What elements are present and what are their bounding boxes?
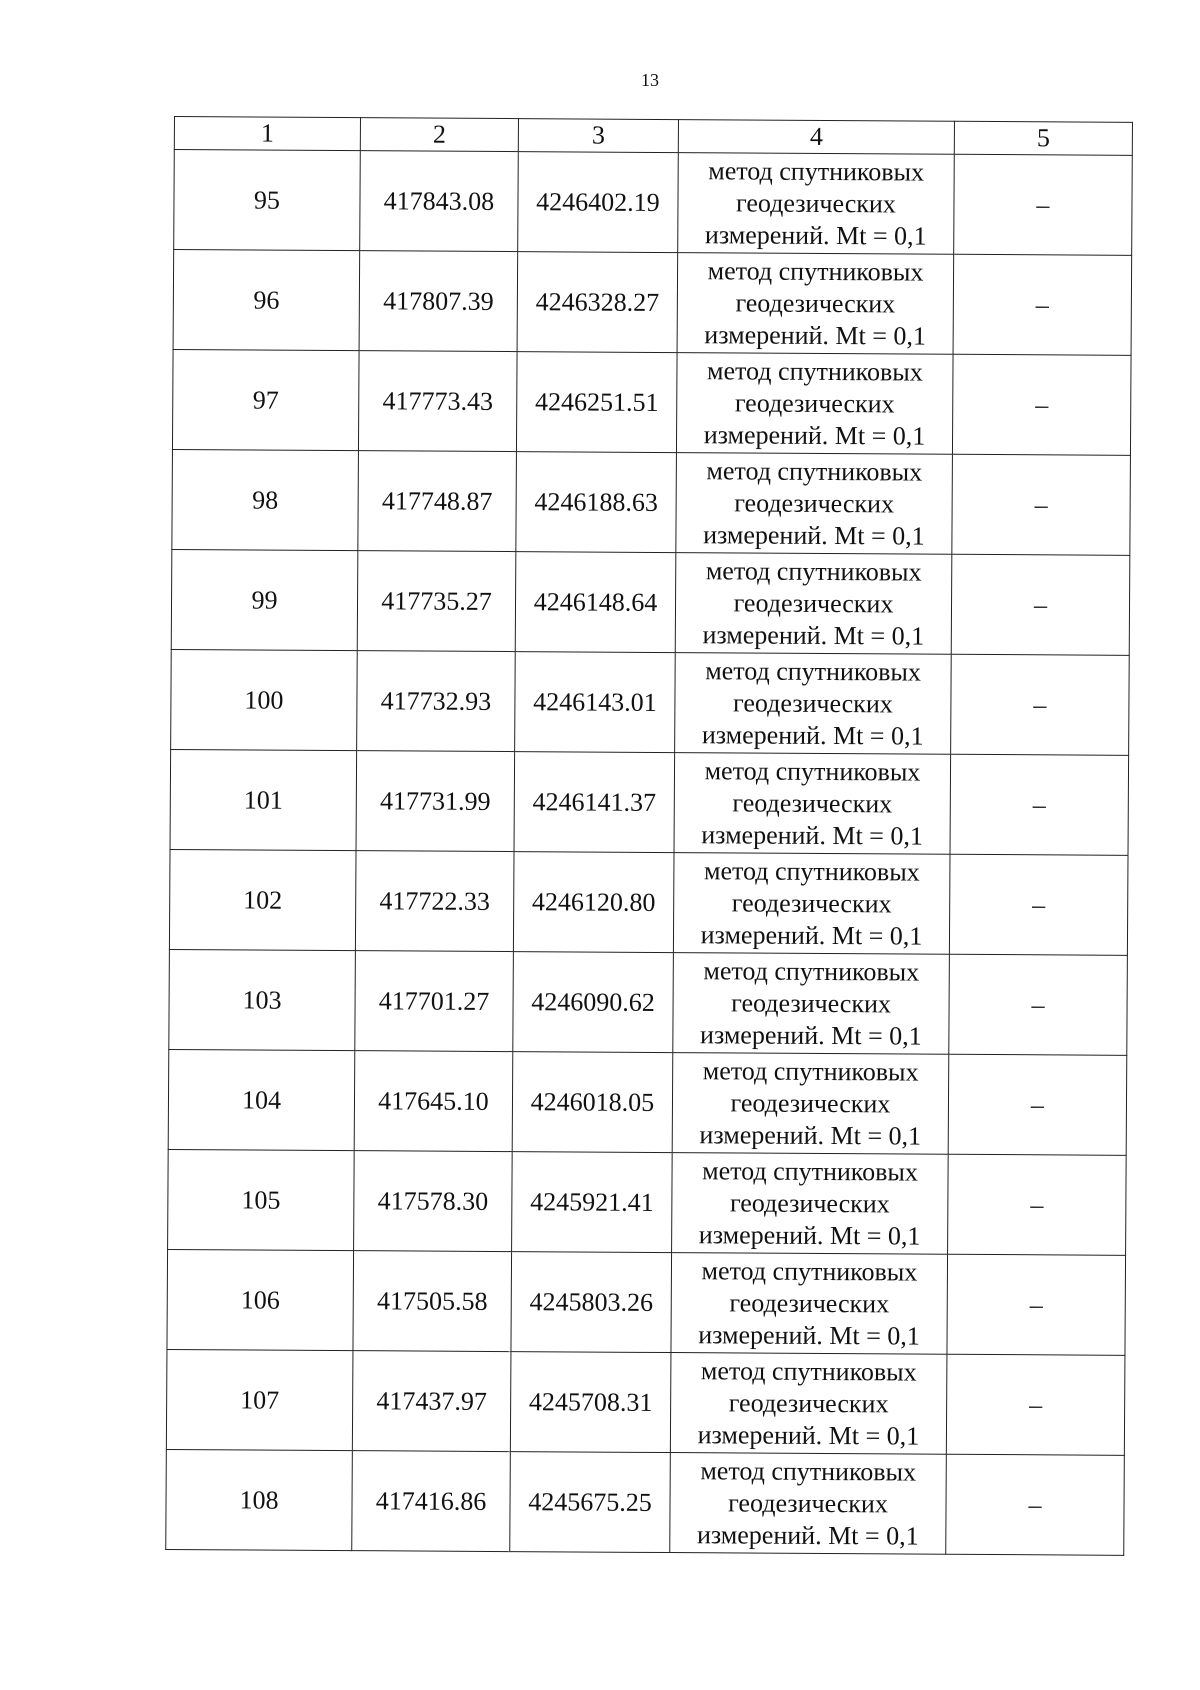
method-line: измерений. Mt = 0,1 <box>701 819 924 851</box>
x-coordinate-cell: 417735.27 <box>357 551 516 652</box>
x-coordinate-cell: 417731.99 <box>356 751 515 852</box>
y-coordinate-cell: 4246143.01 <box>515 652 676 753</box>
method-line: измерений. Mt = 0,1 <box>698 1319 920 1351</box>
table-row <box>172 349 1131 455</box>
method-line: геодезических <box>728 1387 889 1418</box>
method-line: геодезических <box>735 287 896 318</box>
y-coordinate-cell: 4246328.27 <box>517 252 678 353</box>
method-line: измерений. Mt = 0,1 <box>699 1119 922 1151</box>
method-line: измерений. Mt = 0,1 <box>704 319 927 351</box>
x-coordinate-cell: 417732.93 <box>357 651 516 752</box>
x-coordinate-cell: 417807.39 <box>359 251 518 352</box>
point-number-cell: 103 <box>169 949 356 1050</box>
method-line: измерений. Mt = 0,1 <box>697 1419 920 1451</box>
x-coordinate-cell: 417645.10 <box>354 1051 513 1152</box>
table-row <box>166 1349 1125 1455</box>
method-cell <box>670 1353 947 1455</box>
y-coordinate-cell: 4245921.41 <box>512 1152 673 1253</box>
method-line: метод спутниковых <box>703 855 920 887</box>
y-coordinate-cell: 4246251.51 <box>516 352 677 453</box>
header-col-5: 5 <box>954 121 1132 155</box>
method-line: измерений. Mt = 0,1 <box>703 419 926 451</box>
y-coordinate-cell: 4246141.37 <box>514 752 675 853</box>
method-line: метод спутниковых <box>705 655 922 687</box>
method-line: геодезических <box>730 1087 891 1118</box>
table-row <box>171 549 1130 655</box>
method-line: метод спутниковых <box>705 555 922 587</box>
note-cell: – <box>950 754 1129 855</box>
table-row <box>174 150 1133 256</box>
y-coordinate-cell: 4246188.63 <box>516 452 677 553</box>
method-cell <box>676 453 953 555</box>
method-cell <box>672 1053 949 1155</box>
point-number-cell: 105 <box>168 1149 355 1250</box>
point-number-cell: 98 <box>172 449 359 550</box>
method-line: геодезических <box>732 687 893 718</box>
table-row <box>169 949 1128 1055</box>
point-number-cell: 96 <box>173 250 360 351</box>
y-coordinate-cell: 4246402.19 <box>518 152 679 253</box>
method-line: измерений. Mt = 0,1 <box>702 619 925 651</box>
point-number-cell: 100 <box>171 649 358 750</box>
point-number-cell: 104 <box>168 1049 355 1150</box>
method-line: геодезических <box>734 487 895 518</box>
note-cell: – <box>947 1254 1126 1355</box>
method-line: метод спутниковых <box>707 255 924 287</box>
note-cell: – <box>949 954 1128 1055</box>
x-coordinate-cell: 417843.08 <box>360 151 519 252</box>
method-line: измерений. Mt = 0,1 <box>696 1519 919 1551</box>
method-line: геодезических <box>728 1487 888 1518</box>
page-number: 13 <box>641 70 659 90</box>
y-coordinate-cell: 4246018.05 <box>512 1052 673 1153</box>
coordinates-table <box>165 116 1133 1556</box>
note-cell: – <box>949 854 1128 955</box>
method-line: геодезических <box>734 387 895 418</box>
table-row <box>166 1449 1125 1555</box>
method-cell <box>673 953 950 1055</box>
y-coordinate-cell: 4245803.26 <box>511 1252 672 1353</box>
method-cell <box>675 553 952 655</box>
method-line: метод спутниковых <box>701 1255 918 1287</box>
x-coordinate-cell: 417416.86 <box>352 1451 511 1552</box>
method-line: геодезических <box>732 787 893 818</box>
header-col-2: 2 <box>360 118 518 152</box>
note-cell: – <box>948 1054 1127 1155</box>
method-cell <box>672 1153 949 1255</box>
table-row <box>170 749 1129 855</box>
note-cell: – <box>953 254 1132 355</box>
note-cell: – <box>946 1354 1125 1455</box>
method-cell <box>670 1453 947 1555</box>
point-number-cell: 108 <box>166 1449 353 1550</box>
table-row <box>168 1049 1127 1155</box>
point-number-cell: 97 <box>172 349 359 450</box>
table-row <box>169 849 1128 955</box>
table-row <box>173 250 1132 356</box>
header-col-3: 3 <box>518 119 678 153</box>
method-line: измерений. Mt = 0,1 <box>700 919 923 951</box>
y-coordinate-cell: 4245675.25 <box>510 1452 671 1553</box>
table-row <box>168 1149 1127 1255</box>
x-coordinate-cell: 417722.33 <box>355 851 514 952</box>
note-cell: – <box>948 1154 1127 1255</box>
table-row <box>167 1249 1126 1355</box>
point-number-cell: 102 <box>169 849 356 950</box>
y-coordinate-cell: 4246148.64 <box>515 552 676 653</box>
method-cell <box>673 853 950 955</box>
method-line: геодезических <box>733 587 894 618</box>
note-cell: – <box>951 654 1130 755</box>
method-line: геодезических <box>731 887 892 918</box>
method-cell <box>675 653 952 755</box>
point-number-cell: 99 <box>171 549 358 650</box>
method-line: измерений. Mt = 0,1 <box>699 1019 922 1051</box>
method-line: геодезических <box>731 987 892 1018</box>
table-row <box>172 449 1131 555</box>
point-number-cell: 95 <box>174 150 361 251</box>
point-number-cell: 107 <box>166 1349 353 1450</box>
header-col-1: 1 <box>174 117 360 151</box>
method-line: метод спутниковых <box>704 755 921 787</box>
method-line: метод спутниковых <box>700 1455 917 1487</box>
method-cell <box>671 1253 948 1355</box>
method-line: метод спутниковых <box>702 1155 918 1187</box>
method-cell <box>676 353 953 455</box>
y-coordinate-cell: 4246120.80 <box>513 852 674 953</box>
table-row <box>171 649 1130 755</box>
header-col-4: 4 <box>678 120 954 155</box>
x-coordinate-cell: 417437.97 <box>352 1351 511 1452</box>
y-coordinate-cell: 4245708.31 <box>510 1352 671 1453</box>
method-line: измерений. Mt = 0,1 <box>698 1219 921 1251</box>
method-line: метод спутниковых <box>706 455 923 487</box>
note-cell: – <box>952 354 1131 455</box>
method-cell <box>677 253 954 355</box>
method-line: измерений. Mt = 0,1 <box>704 219 927 251</box>
point-number-cell: 106 <box>167 1249 354 1350</box>
method-line: метод спутниковых <box>703 955 920 987</box>
method-line: метод спутниковых <box>702 1055 919 1087</box>
method-cell <box>678 153 955 255</box>
method-cell <box>674 753 951 855</box>
method-line: измерений. Mt = 0,1 <box>701 719 924 751</box>
x-coordinate-cell: 417773.43 <box>358 351 517 452</box>
method-line: метод спутниковых <box>707 355 923 387</box>
y-coordinate-cell: 4246090.62 <box>513 952 674 1053</box>
x-coordinate-cell: 417748.87 <box>358 451 517 552</box>
note-cell: – <box>951 554 1130 655</box>
method-line: геодезических <box>729 1187 890 1218</box>
note-cell: – <box>946 1454 1125 1555</box>
method-line: метод спутниковых <box>708 155 925 187</box>
note-cell: – <box>954 154 1133 255</box>
point-number-cell: 101 <box>170 749 357 850</box>
x-coordinate-cell: 417701.27 <box>355 951 514 1052</box>
x-coordinate-cell: 417578.30 <box>354 1151 513 1252</box>
method-line: геодезических <box>729 1287 890 1318</box>
method-line: геодезических <box>736 187 896 218</box>
x-coordinate-cell: 417505.58 <box>353 1251 512 1352</box>
method-line: измерений. Mt = 0,1 <box>703 519 925 551</box>
note-cell: – <box>952 454 1131 555</box>
method-line: метод спутниковых <box>700 1355 917 1387</box>
table-body <box>166 150 1133 1556</box>
